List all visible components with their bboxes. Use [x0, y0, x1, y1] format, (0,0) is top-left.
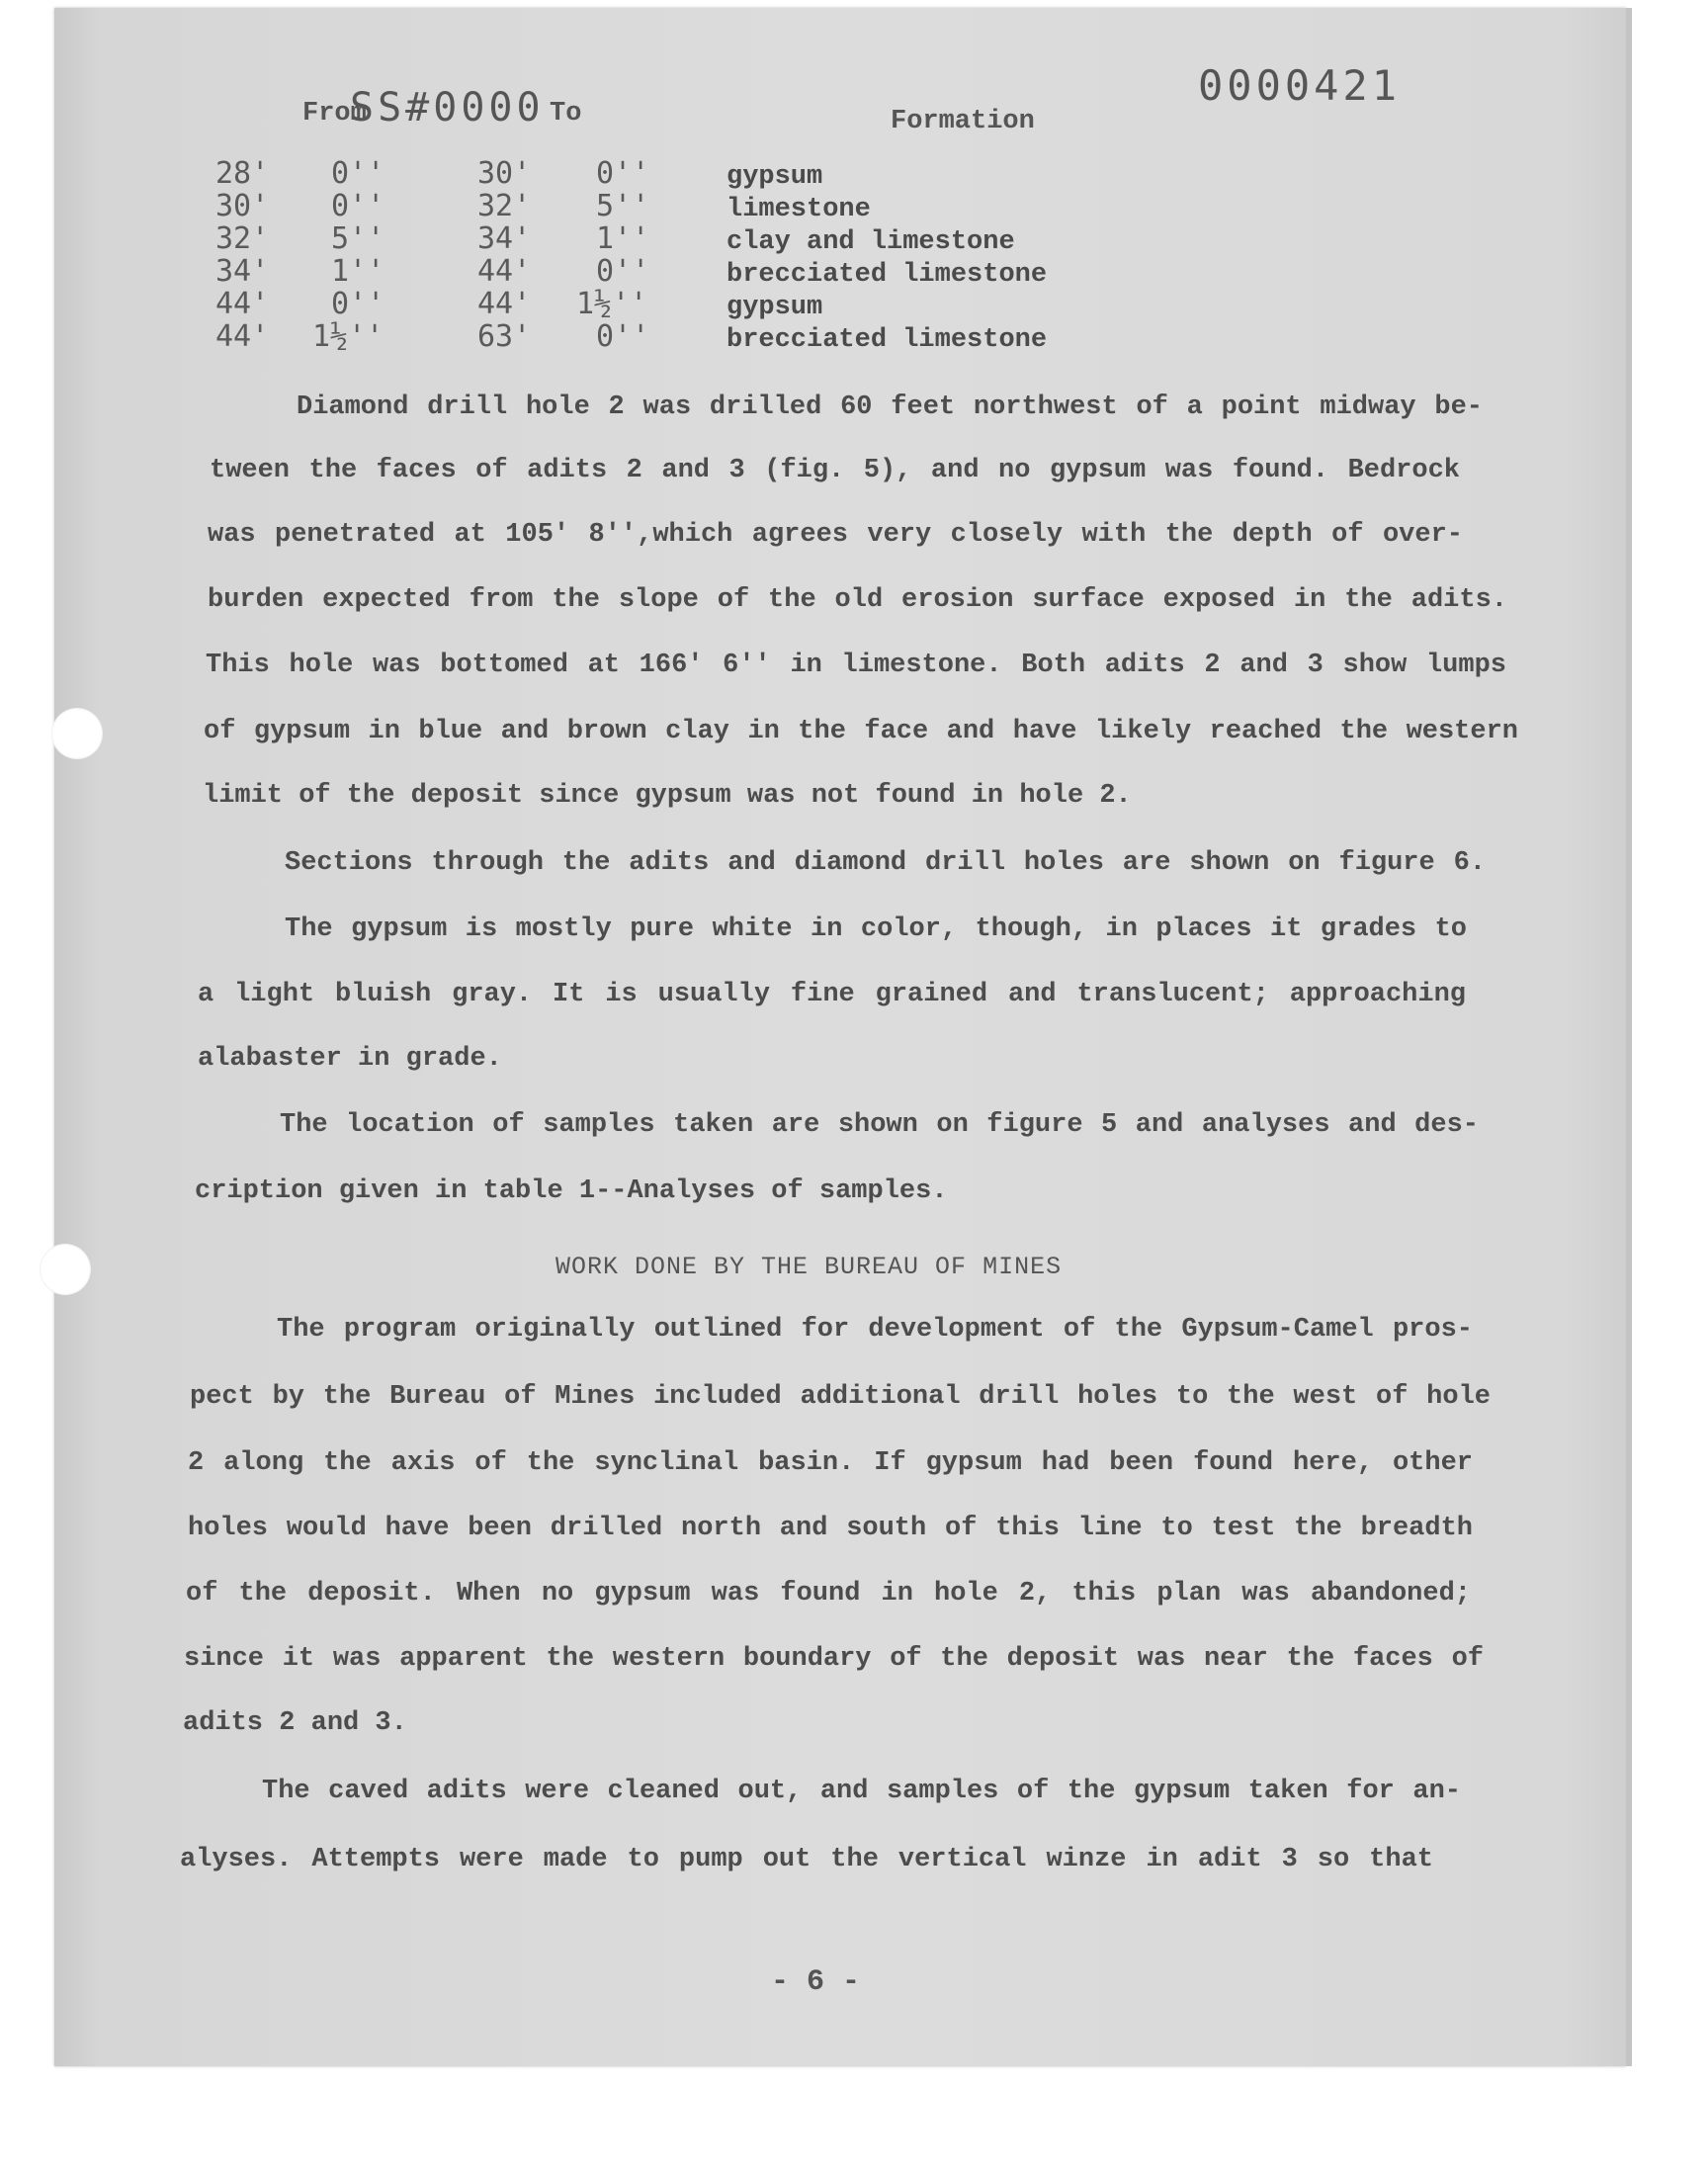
text-line: cription given in table 1--Analyses of samples.	[195, 1176, 948, 1206]
table-header-formation: Formation	[891, 107, 1035, 136]
text-line: Diamond drill hole 2 was drilled 60 feet northwest of a point midway be-	[297, 392, 1483, 422]
cell-from-inches: 0''	[331, 287, 385, 321]
text-line: tween the faces of adits 2 and 3 (fig. 5), and no gypsum was found. Bedrock	[210, 456, 1460, 485]
text-line: was penetrated at 105' 8'',which agrees very closely with the depth of over-	[208, 520, 1463, 550]
cell-from-inches: 0''	[331, 189, 385, 223]
table-row	[0, 156, 1708, 190]
text-line: of the deposit. When no gypsum was found in hole 2, this plan was abandoned;	[186, 1579, 1471, 1609]
cell-to-feet: 44'	[477, 287, 532, 321]
text-line: limit of the deposit since gypsum was not found in hole 2.	[203, 781, 1132, 811]
paragraph-sections-figure-6: Sections through the adits and diamond drill holes are shown on figure 6.	[285, 848, 1486, 878]
cell-formation: gypsum	[726, 162, 823, 192]
cell-from-feet: 34'	[215, 254, 270, 289]
cell-to-feet: 63'	[477, 319, 532, 354]
stamp-number-top-left: SS#0000	[350, 85, 545, 130]
cell-formation: limestone	[726, 195, 871, 224]
text-line: 2 along the axis of the synclinal basin. If gypsum had been found here, other	[188, 1448, 1473, 1478]
table-row	[0, 221, 1708, 255]
cell-to-feet: 44'	[477, 254, 532, 289]
cell-formation: brecciated limestone	[726, 260, 1048, 290]
text-line: of gypsum in blue and brown clay in the face and have likely reached the western	[204, 717, 1518, 746]
cell-to-feet: 30'	[477, 156, 532, 191]
text-line: adits 2 and 3.	[183, 1708, 407, 1738]
cell-from-inches: 1''	[331, 254, 385, 289]
text-line: alabaster in grade.	[198, 1044, 502, 1074]
cell-formation: gypsum	[726, 293, 823, 322]
text-line: since it was apparent the western boundary of the deposit was near the faces of	[184, 1644, 1484, 1674]
text-line: burden expected from the slope of the old erosion surface exposed in the adits.	[208, 585, 1507, 615]
text-line: pect by the Bureau of Mines included additional drill holes to the west of hole	[190, 1382, 1491, 1412]
punch-hole-lower	[40, 1244, 91, 1295]
cell-to-inches: 1''	[596, 221, 650, 256]
table-row	[0, 287, 1708, 320]
stamp-number-top-right: 0000421	[1198, 61, 1402, 110]
page-number: - 6 -	[771, 1965, 861, 1999]
cell-to-inches: 0''	[596, 156, 650, 191]
cell-to-inches: 5''	[596, 189, 650, 223]
text-line: The gypsum is mostly pure white in color, though, in places it grades to	[285, 914, 1467, 944]
text-line: This hole was bottomed at 166' 6'' in limestone. Both adits 2 and 3 show lumps	[206, 651, 1506, 680]
cell-formation: brecciated limestone	[726, 325, 1048, 355]
cell-to-feet: 32'	[477, 189, 532, 223]
cell-from-inches: 0''	[331, 156, 385, 191]
table-row	[0, 189, 1708, 222]
table-row	[0, 319, 1708, 353]
table-row	[0, 254, 1708, 288]
cell-from-feet: 32'	[215, 221, 270, 256]
table-header-to: To	[550, 99, 582, 129]
cell-from-feet: 44'	[215, 287, 270, 321]
section-heading: WORK DONE BY THE BUREAU OF MINES	[555, 1253, 1063, 1281]
cell-from-feet: 30'	[215, 189, 270, 223]
punch-hole-upper	[51, 708, 103, 759]
cell-to-feet: 34'	[477, 221, 532, 256]
cell-formation: clay and limestone	[726, 227, 1015, 257]
cell-from-inches: 1½''	[312, 319, 384, 354]
cell-to-inches: 0''	[596, 319, 650, 354]
text-line: alyses. Attempts were made to pump out the vertical winze in adit 3 so that	[180, 1845, 1433, 1874]
cell-from-inches: 5''	[331, 221, 385, 256]
text-line: The caved adits were cleaned out, and samples of the gypsum taken for an-	[262, 1777, 1461, 1806]
text-line: The program originally outlined for development of the Gypsum-Camel pros-	[277, 1315, 1473, 1345]
cell-to-inches: 0''	[596, 254, 650, 289]
text-line: The location of samples taken are shown on figure 5 and analyses and des-	[280, 1110, 1479, 1140]
text-line: holes would have been drilled north and south of this line to test the breadth	[188, 1514, 1473, 1543]
cell-from-feet: 44'	[215, 319, 270, 354]
table-header-from: From	[302, 99, 367, 129]
cell-from-feet: 28'	[215, 156, 270, 191]
text-line: a light bluish gray. It is usually fine grained and translucent; approaching	[198, 980, 1466, 1009]
cell-to-inches: 1½''	[576, 287, 648, 321]
